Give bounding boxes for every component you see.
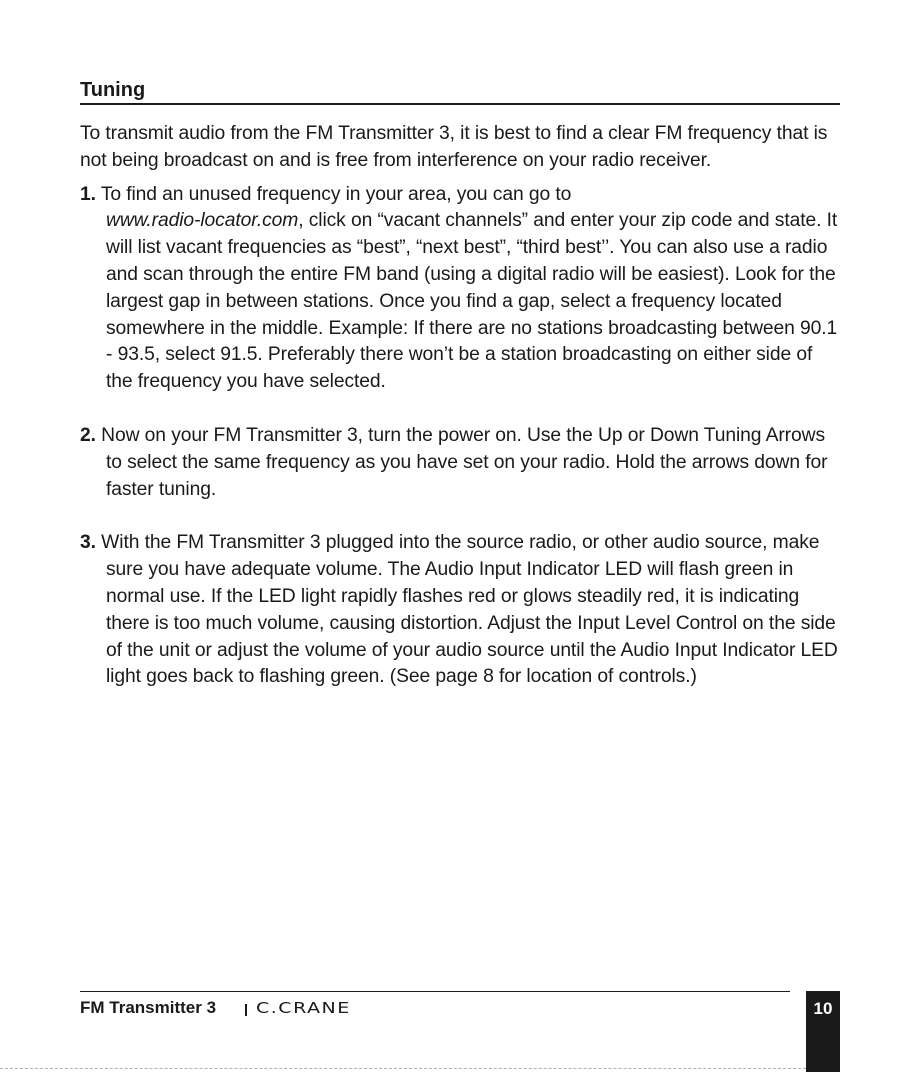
page-edge-dash [0, 1068, 806, 1069]
footer-product-title: FM Transmitter 3 [80, 998, 217, 1017]
step-2-text: Now on your FM Transmitter 3, turn the power on. Use the Up or Down Tuning Arrows to select the same frequency as you have set on your radio. Hold the arrows down for faster tuning. [101, 424, 828, 500]
step-3 [80, 530, 842, 691]
step-3-text: With the FM Transmitter 3 plugged into the source radio, or other audio source, make sure you have adequate volume. The Audio Input Indicator LED will flash green in normal use. If the LED light rapidly flashes red or glows steadily red, it is indicating there is too much volume, causing distortion. Adjust the Input Level Control on the side of the unit or adjust the volume of your audio source until the Audio Input Indicator LED light goes back to flashing green. (See page 8 for location of controls.) [101, 532, 838, 688]
step-1-lead: To find an unused frequency in your area, you can go to [100, 183, 572, 205]
step-1 [80, 182, 842, 396]
step-3-number: 3. [80, 532, 96, 554]
section-heading: Tuning [80, 79, 146, 101]
footer-rule [80, 991, 790, 992]
ccrane-logo: C.CRANE [256, 999, 351, 1017]
step-1-text: , click on “vacant channels” and enter your zip code and state. It will list vacant frequencies as “best”, “next best”, “third best’’. You can also use a radio and scan through the entire FM band (using a digital radio will be easiest). Look for the largest gap in between stations. Once you find a gap, select a frequency located somewhere in the middle. Example: If there are no stations broadcasting between 90.1 - 93.5, select 91.5. Preferably there won’t be a station broadcasting on either side of the frequency you have selected. [106, 210, 838, 393]
radio-locator-link[interactable]: www.radio-locator.com [106, 210, 299, 232]
page-number-tab [806, 991, 840, 1072]
heading-underline [80, 103, 840, 105]
step-1-number: 1. [80, 183, 96, 205]
footer-separator [245, 1004, 247, 1016]
step-2-number: 2. [80, 424, 96, 446]
intro-paragraph: To transmit audio from the FM Transmitter 3, it is best to find a clear FM frequency that is not being broadcast on and is free from interference on your radio receiver. [80, 123, 828, 171]
page-number: 10 [813, 999, 833, 1018]
page-content [80, 121, 842, 718]
step-2 [80, 423, 842, 503]
